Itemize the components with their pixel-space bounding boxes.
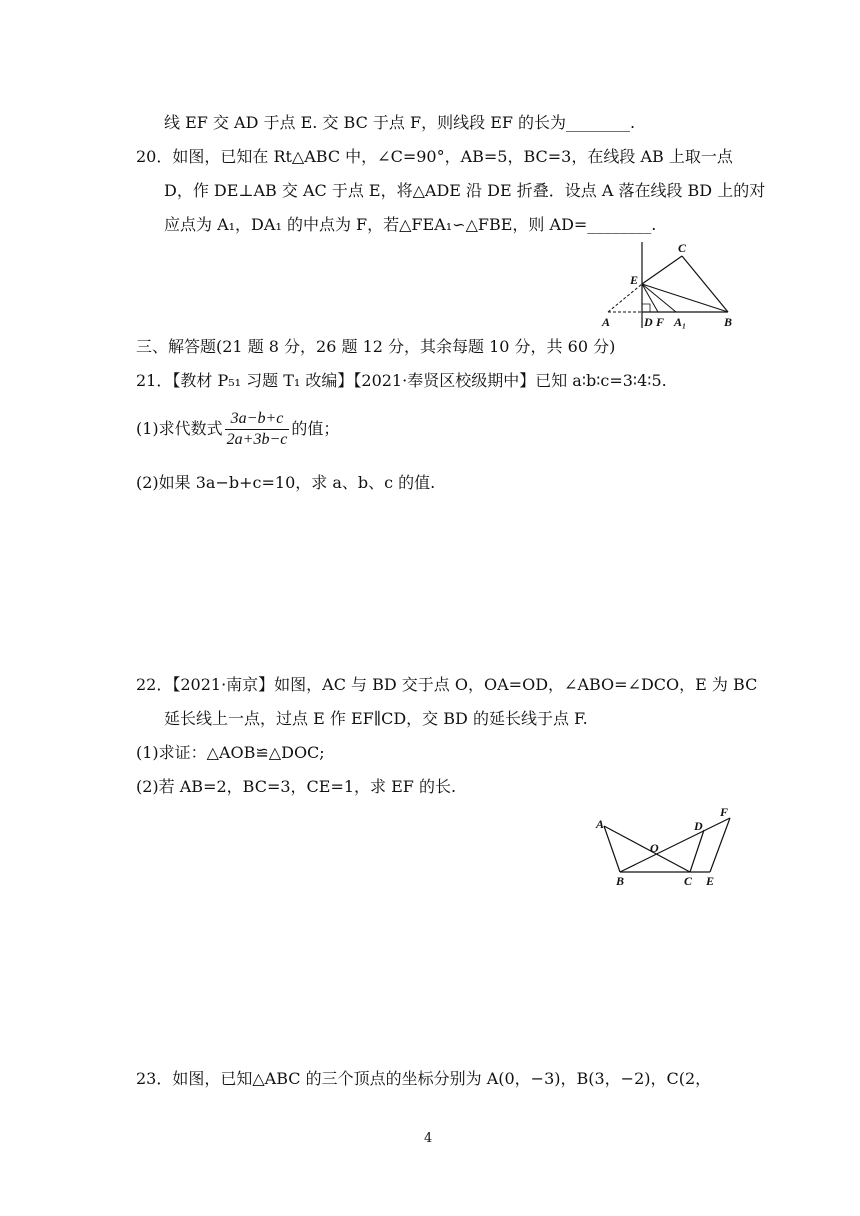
q22-line1: 22．【2021·南京】如图，AC 与 BD 交于点 O，OA=OD，∠ABO=∠DCO，E 为 BC [136, 675, 758, 694]
q21-part1 [136, 408, 339, 450]
q21-fraction-numerator: 3a−b+c [225, 409, 290, 430]
q21-fraction [225, 409, 290, 450]
q21-fraction-denominator: 2a+3b−c [226, 431, 288, 448]
fig20-label-c: C [678, 241, 687, 255]
q20-figure [596, 240, 756, 330]
fig20-label-f: F [656, 315, 665, 329]
q20-line1: 20．如图，已知在 Rt△ABC 中，∠C=90°，AB=5，BC=3，在线段 AB 上取一点 [136, 147, 733, 166]
fig20-label-a1: A₁ [674, 315, 687, 329]
q22-line2: 延长线上一点，过点 E 作 EF∥CD，交 BD 的延长线于点 F. [164, 709, 588, 728]
fig20-line-cb [682, 256, 728, 312]
q22-part1: (1)求证：△AOB≌△DOC; [136, 743, 325, 762]
q19-tail-text: 线 EF 交 AD 于点 E. 交 BC 于点 F，则线段 EF 的长为________. [164, 113, 636, 132]
fig20-line-ae-dashed [608, 284, 642, 312]
fig20-right-angle [642, 304, 650, 312]
fig20-line-ec [642, 256, 682, 284]
fig22-label-f: F [720, 806, 729, 819]
fig20-label-b: B [724, 315, 733, 329]
fig22-label-d: D [694, 819, 703, 833]
fig20-label-a: A [602, 315, 611, 329]
q22-part2: (2)若 AB=2，BC=3，CE=1，求 EF 的长. [136, 777, 457, 796]
fig20-label-d: D [644, 315, 653, 329]
fig22-label-c: C [684, 874, 693, 886]
q22-figure [592, 806, 742, 886]
section3-heading: 三、解答题(21 题 8 分，26 题 12 分，其余每题 10 分，共 60 分) [136, 337, 616, 356]
fig22-line-ac [604, 826, 690, 872]
q21-part1-suffix: 的值； [291, 419, 340, 438]
fig22-label-b: B [616, 874, 625, 886]
fig20-line-eb [642, 284, 728, 312]
fig20-label-e: E [630, 273, 639, 287]
q20-line3: 应点为 A₁，DA₁ 的中点为 F，若△FEA₁∽△FBE，则 AD=________. [164, 215, 657, 234]
q20-line2: D，作 DE⊥AB 交 AC 于点 E，将△ADE 沿 DE 折叠．设点 A 落在线段 BD 上的对 [164, 181, 766, 200]
q23-line1: 23．如图，已知△ABC 的三个顶点的坐标分别为 A(0，−3)，B(3，−2)，C(2， [136, 1069, 712, 1088]
q21-part2: (2)如果 3a−b+c=10，求 a、b、c 的值. [136, 473, 436, 492]
fig20-line-ea1 [642, 284, 676, 312]
fig22-label-e: E [706, 874, 715, 886]
fig22-label-o: O [650, 841, 659, 855]
q21-part1-prefix: (1)求代数式 [136, 419, 223, 438]
q21-line1: 21．【教材 P₅₁ 习题 T₁ 改编】【2021·奉贤区校级期中】已知 a∶b∶c=3∶4∶5. [136, 371, 667, 390]
fig22-label-a: A [596, 817, 605, 831]
page-number: 4 [424, 1131, 433, 1146]
